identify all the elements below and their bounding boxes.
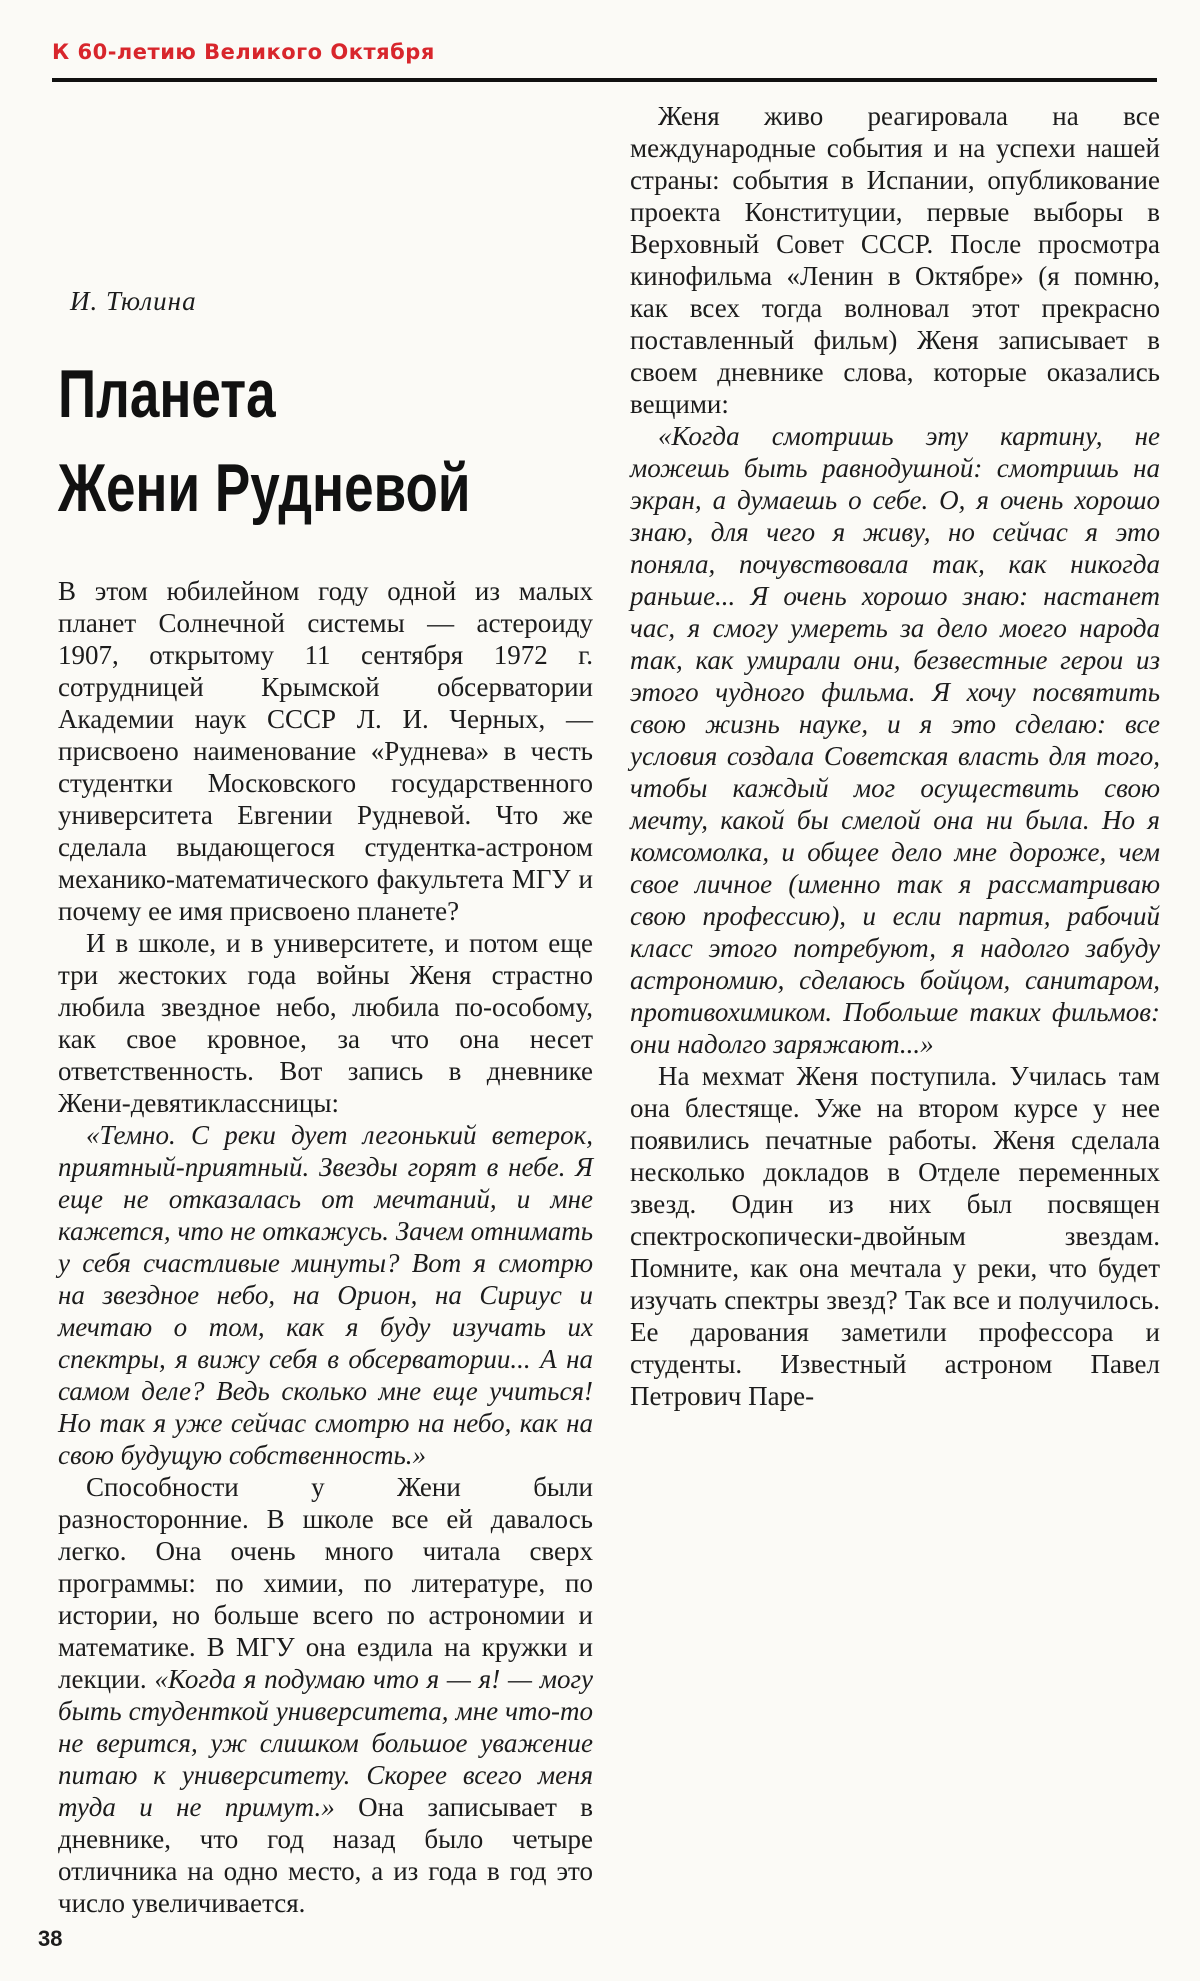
quote-1: «Темно. С реки дует легонький ветерок, приятный-приятный. Звезды горят в небе. Я еще не отказалась от мечтаний, и мне кажется, что не откажусь. Зачем отнимать у себя счастливые минуты? Вот я смотрю на звездное небо, на Орион, на Сириус и мечтаю о том, как я буду изучать их спектры, я вижу себя в обсерватории... А на самом деле? Ведь сколько мне еще учиться! Но так я уже сейчас смотрю на небо, как на свою будущую собственность.» xyxy=(58,1120,593,1470)
paragraph-6: На мехмат Женя поступила. Училась там она блестяще. Уже на втором курсе у нее появились печатные работы. Женя сделала несколько докладов в Отделе переменных звезд. Один из них был посвящен спектроскопически-двойным звездам. Помните, как она мечтала у реки, что будет изучать спектры звезд? Так все и получилось. Ее дарования заметили профессора и студенты. Известный астроном Павел Петрович Паре- xyxy=(630,1061,1160,1411)
article-author: И. Тюлина xyxy=(70,286,197,316)
spacer xyxy=(58,100,593,285)
paragraph-5: Женя живо реагировала на все международные события и на успехи нашей страны: события в Испании, опубликование проекта Конституции, первые выборы в Верховный Совет СССР. После просмотра кинофильма «Ленин в Октябре» (я помню, как всех тогда волновал этот прекрасно поставленный фильм) Женя записывает в своем дневнике слова, которые оказались вещими: xyxy=(630,101,1160,419)
section-label: К 60-летию Великого Октября xyxy=(52,40,435,64)
spacer xyxy=(58,535,593,575)
page-number: 38 xyxy=(38,1926,63,1951)
column-right xyxy=(630,100,1160,1412)
title-line-2: Жени Рудневой xyxy=(58,450,471,526)
paragraph-2: И в школе, и в университете, и потом еще три жестоких года войны Женя страстно любила звездное небо, любила по-особому, как свое кровное, за что она несет ответственность. Вот запись в дневнике Жени-девятиклассницы: xyxy=(58,928,593,1118)
column-left xyxy=(58,100,593,1919)
paragraph-3-text: Способности у Жени были разносторонние. В школе все ей давалось легко. Она очень много читала сверх программы: по химии, по литературе, по истории, но больше всего по астрономии и математике. В МГУ она ездила на кружки и лекции. xyxy=(58,1472,593,1694)
title-line-1: Планета xyxy=(58,356,276,432)
article-title xyxy=(58,347,604,535)
paragraph-4-text: Она записывает в дневнике, что год назад было четыре отличника на одно место, а из года в год это число увеличивается. xyxy=(58,1792,594,1918)
paragraph-3 xyxy=(58,1471,593,1919)
paragraph-1: В этом юбилейном году одной из малых планет Солнечной системы — астероиду 1907, открытому 11 сентября 1972 г. сотрудницей Крымской обсерватории Академии наук СССР Л. И. Черных, — присвоено наименование «Руднева» в честь студентки Московского государственного университета Евгении Рудневой. Что же сделала выдающегося студентка-астроном механико-математического факультета МГУ и почему ее имя присвоено планете? xyxy=(58,576,593,926)
quote-2: «Когда я подумаю что я — я! — могу быть студенткой университета, мне что-то не верится, уж слишком большое уважение питаю к университету. Скорее всего меня туда и не примут.» xyxy=(58,1664,594,1822)
header-rule xyxy=(52,78,1157,82)
spacer xyxy=(58,317,593,347)
quote-3: «Когда смотришь эту картину, не можешь быть равнодушной: смотришь на экран, а думаешь о себе. О, я очень хорошо знаю, для чего я живу, но сейчас я это поняла, почувствовала так, как никогда раньше... Я очень хорошо знаю: настанет час, я смогу умереть за дело моего народа так, как умирали они, безвестные герои из этого чудного фильма. Я хочу посвятить свою жизнь науке, и я это сделаю: все условия создала Советская власть для того, чтобы каждый мог осуществить свою мечту, какой бы смелой она ни была. Но я комсомолка, и общее дело мне дороже, чем свое личное (именно так я рассматриваю свою профессию), и если партия, рабочий класс этого потребуют, я надолго забуду астрономию, сделаюсь бойцом, санитаром, противохимиком. Побольше таких фильмов: они надолго заряжают...» xyxy=(630,421,1160,1059)
